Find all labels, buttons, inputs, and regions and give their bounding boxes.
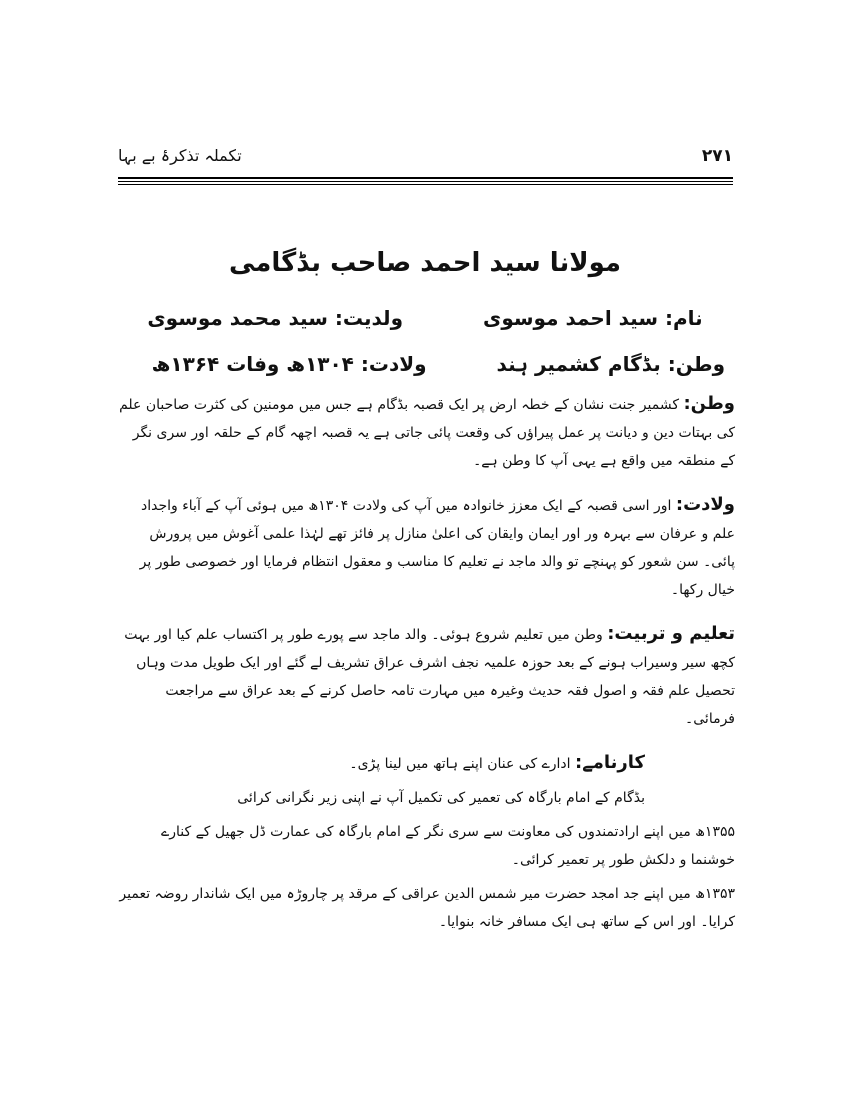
section-lead: کارنامے: — [575, 752, 645, 773]
section-wiladat — [115, 491, 735, 604]
section-taleem — [115, 620, 735, 733]
karname-list — [115, 749, 735, 936]
page-number: ۲۷۱ — [701, 146, 733, 166]
name-row — [115, 306, 735, 330]
name-field: نام: سید احمد موسوی — [483, 306, 703, 330]
page-header — [118, 140, 733, 176]
section-text: کشمیر جنت نشان کے خطہ ارض پر ایک قصبہ بڈگام ہے جس میں مومنین کی کثرت صاحبان علم کی بہتات دین و دیانت پر عمل پیراؤں کی وقعت پائی جاتی ہے یہ قصبہ اچھہ گام کے حلقہ اور سری نگر کے منطقہ میں واقع ہے یہی آپ کا وطن ہے۔ — [119, 397, 735, 469]
list-item: ۱۳۵۵ھ میں اپنے ارادتمندوں کی معاونت سے سری نگر کے امام بارگاہ کی عمارت ڈل جھیل کے کنارے خوشنما و دلکش طور پر تعمیر کرائی۔ — [161, 824, 735, 868]
list-item: کارنامے: ادارے کی عنان اپنے ہاتھ میں لینا پڑی۔ — [349, 752, 645, 773]
parent-field: ولدیت: سید محمد موسوی — [147, 306, 404, 330]
section-lead: وطن: — [683, 393, 735, 414]
list-item: ۱۳۵۳ھ میں اپنے جد امجد حضرت میر شمس الدین عراقی کے مرقد پر چاروڑہ میں ایک شاندار روضہ تعمیر کرایا۔ اور اس کے ساتھ ہی ایک مسافر خانہ بنوایا۔ — [119, 886, 735, 930]
section-text: اور اسی قصبہ کے ایک معزز خانوادہ میں آپ کی ولادت ۱۳۰۴ھ میں ہوئی آپ کے آباء واجداد علم و عرفان سے بہرہ ور اور ایمان وایقان کی اعلیٰ منازل پر فائز تھے لہٰذا علمی آغوش میں پرورش پائی۔ سن شعور کو پہنچے تو والد ماجد نے تعلیم کا مناسب و معقول انتظام فرمایا اور خصوصی طور پر خیال رکھا۔ — [139, 498, 735, 598]
birth-death-field: ولادت: ۱۳۰۴ھ وفات ۱۳۶۴ھ — [151, 352, 427, 376]
header-rule — [118, 177, 733, 179]
watan-field: وطن: بڈگام کشمیر ہند — [496, 352, 725, 376]
page-title: مولانا سید احمد صاحب بڈگامی — [228, 248, 621, 278]
section-lead: تعلیم و تربیت: — [607, 623, 735, 644]
watan-row — [115, 352, 725, 376]
page-content — [115, 248, 735, 942]
section-watan — [115, 390, 735, 475]
list-item: بڈگام کے امام بارگاہ کی تعمیر کی تکمیل آپ نے اپنی زیر نگرانی کرائی — [237, 790, 645, 806]
header-rule — [118, 184, 733, 185]
section-text: وطن میں تعلیم شروع ہوئی۔ والد ماجد سے پورے طور پر اکتساب علم کیا اور بہت کچھ سیر وسیراب ہونے کے بعد حوزہ علمیہ نجف اشرف عراق تشریف لے گئے اور ایک طویل مدت وہاں تحصیل علم فقہ و اصول فقہ حدیث وغیرہ میں مہارت تامہ حاصل کرنے کے بعد عراق سے مراجعت فرمائی۔ — [124, 627, 735, 727]
book-title: تکملہ تذکرۂ بے بہا — [118, 146, 242, 165]
section-lead: ولادت: — [675, 494, 735, 515]
header-rule — [118, 181, 733, 182]
